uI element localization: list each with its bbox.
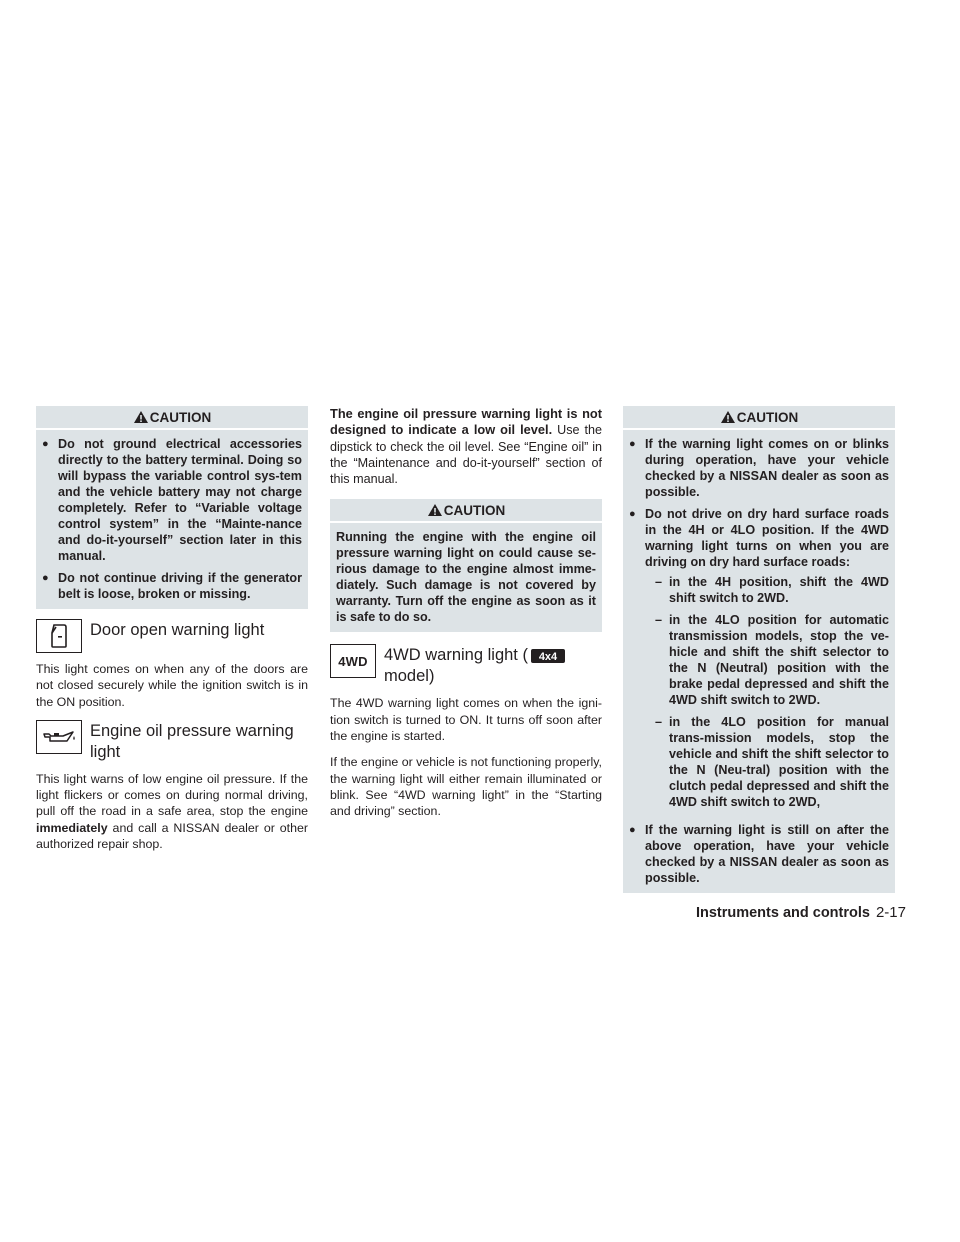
fourwd-icon: 4WD <box>338 653 368 669</box>
oil-pressure-text <box>36 771 308 852</box>
caution-box <box>330 499 602 632</box>
fourwd-indicator-box <box>330 644 376 678</box>
column-right <box>623 406 895 903</box>
oil-level-note <box>330 406 602 487</box>
door-open-heading <box>36 619 308 653</box>
oil-text-part: This light warns of low engine oil pressure. If the light flickers or comes on during normal driving, pull off the road in a safe area, stop the engine <box>36 771 308 819</box>
sub-item <box>655 612 889 708</box>
door-open-indicator-box <box>36 619 82 653</box>
fourwd-title <box>384 644 568 687</box>
caution-box <box>36 406 308 609</box>
fourwd-text: If the engine or vehicle is not functioning properly, the warning light will either remain illuminated or blink. See “4WD warning light” in the “Starting and driving” section. <box>330 755 602 819</box>
sub-dash: – <box>655 715 663 729</box>
caution-title: CAUTION <box>443 502 506 518</box>
sub-text: in the 4LO position for automatic transmission models, stop the ve-hicle and shift the shift selector to the N (Neutral) position with the brake pedal depressed and shift the 4WD shift switch to 2WD. <box>669 613 889 707</box>
sub-text: in the 4LO position for manual trans-mission models, stop the vehicle and shift the shift selector to the N (Neu-tral) position with the clutch pedal depressed and shift the 4WD shift switch to 2WD, <box>669 715 889 809</box>
bullet-dot: ● <box>42 572 49 584</box>
fourwd-title-part: model) <box>384 667 435 686</box>
caution-header <box>36 406 308 430</box>
sub-dash: – <box>655 575 663 589</box>
oil-text-emphasis: immediately <box>36 820 108 835</box>
caution-bullet <box>42 436 302 564</box>
caution-body: Running the engine with the engine oil pressure warning light on could cause se-rious damage to the engine almost imme-diately. Such damage is not covered by warranty. Turn off the engine as soon as it is safe to do so. <box>336 530 596 625</box>
bullet-dot: ● <box>629 438 636 450</box>
bullet-text: If the warning light comes on or blinks during operation, have your vehicle checked by a NISSAN dealer as soon as possible. <box>645 437 889 499</box>
bullet-text: If the warning light is still on after the above operation, have your vehicle checked by a NISSAN dealer as soon as possible. <box>645 823 889 885</box>
bullet-content <box>645 506 889 816</box>
door-open-icon <box>50 623 68 649</box>
oil-pressure-heading <box>36 720 308 763</box>
fourwd-title-part: 4WD warning light ( <box>384 646 528 665</box>
section-name: Instruments and controls <box>695 905 870 921</box>
page-footer <box>696 904 906 921</box>
caution-title: CAUTION <box>149 409 212 425</box>
caution-box <box>623 406 895 893</box>
bullet-text: Do not drive on dry hard surface roads in the 4H or 4LO position. If the 4WD warning light turns on when you are driving on dry hard surface roads: <box>645 507 889 569</box>
oil-text-part: and call a NISSAN dealer or other authorized repair shop. <box>36 820 308 852</box>
caution-body <box>36 430 308 609</box>
bullet-text: Do not ground electrical accessories directly to the battery terminal. Doing so will bypass the variable control sys-tem and the vehicle battery may not charge completely. Refer to “Variable voltage control system” in the “Mainte-nance and do-it-yourself” section later in this manual. <box>58 437 302 563</box>
sub-dash: – <box>655 613 663 627</box>
bullet-text: Do not continue driving if the generator belt is loose, broken or missing. <box>58 571 302 601</box>
page-number: 2-17 <box>875 904 906 921</box>
column-left <box>36 406 308 862</box>
sub-item <box>655 714 889 810</box>
bullet-dot: ● <box>42 438 49 450</box>
warning-triangle-icon <box>427 503 443 517</box>
caution-bullet <box>629 436 889 500</box>
column-middle <box>330 406 602 830</box>
sub-item <box>655 574 889 606</box>
caution-title: CAUTION <box>736 409 799 425</box>
warning-triangle-icon <box>133 410 149 424</box>
oil-pressure-title: Engine oil pressure warning light <box>90 721 294 761</box>
oil-level-note-bold: The engine oil pressure warning light is not designed to indicate a low oil level. <box>330 406 602 438</box>
four-by-four-badge-icon <box>531 649 565 663</box>
fourwd-heading <box>330 644 602 687</box>
caution-header <box>623 406 895 430</box>
caution-bullet <box>629 506 889 816</box>
four-by-four-badge-text: 4x4 <box>538 651 558 664</box>
bullet-dot: ● <box>629 508 636 520</box>
bullet-dot: ● <box>629 824 636 836</box>
door-open-text: This light comes on when any of the doors are not closed securely while the ignition switch is in the ON position. <box>36 662 308 709</box>
caution-body <box>623 430 895 893</box>
caution-bullet <box>42 570 302 602</box>
sub-text: in the 4H position, shift the 4WD shift switch to 2WD. <box>669 575 889 605</box>
door-open-title: Door open warning light <box>90 621 265 639</box>
oil-can-icon <box>41 728 77 746</box>
oil-pressure-indicator-box <box>36 720 82 754</box>
warning-triangle-icon <box>720 410 736 424</box>
fourwd-text: The 4WD warning light comes on when the igni-tion switch is turned to ON. It turns off soon after the engine is started. <box>330 696 602 744</box>
oil-level-note-text: Use the dipstick to check the oil level. See “Engine oil” in the “Maintenance and do-it-yourself” section of this manual. <box>330 423 602 487</box>
caution-header <box>330 499 602 523</box>
caution-bullet <box>629 822 889 886</box>
